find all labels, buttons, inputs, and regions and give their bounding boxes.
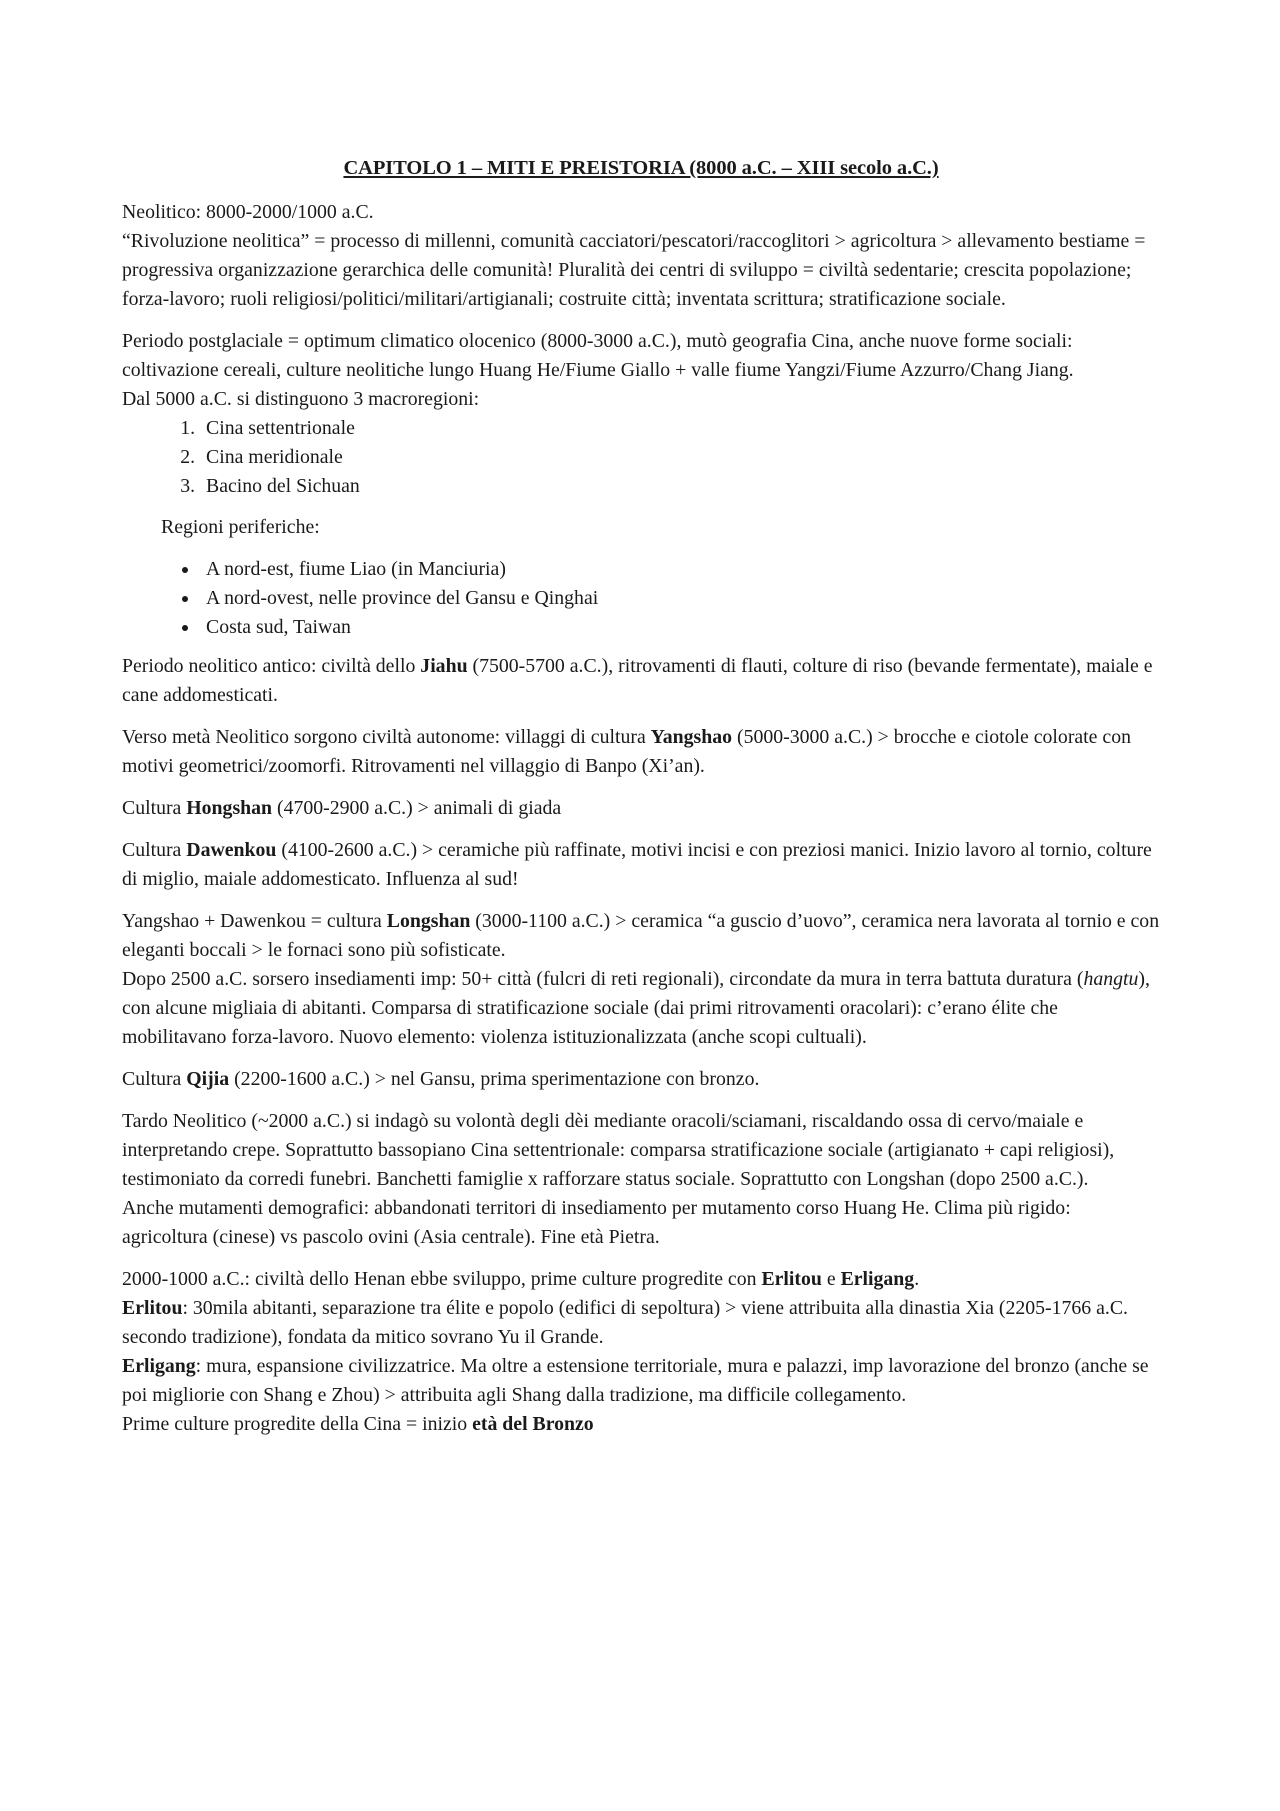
text-segment: Cultura — [122, 1068, 187, 1090]
text-segment: : 30mila abitanti, separazione tra élite e popolo (edifici di sepoltura) > viene attribuita alla dinastia Xia (2205-1766 a.C. secondo tradizione), fondata da mitico sovrano Yu il Grande. — [122, 1297, 1128, 1348]
text-segment: (7500-5700 a.C.), ritrovamenti di flauti, colture di riso (bevande fermentate), maiale e cane addomesticati. — [122, 655, 1153, 706]
paragraph-hongshan — [122, 794, 1160, 823]
text-neolitico-dates: Neolitico: 8000-2000/1000 a.C. — [122, 201, 374, 223]
list-item: • Costa sud, Taiwan — [200, 613, 1160, 642]
text-postglaciale: Periodo postglaciale = optimum climatico olocenico (8000-3000 a.C.), mutò geografia Cina, anche nuove forme sociali: coltivazione cereali, culture neolitiche lungo Huang He/Fiume Giallo + valle fiume Yangzi/Fiume Azzurro/Chang Jiang. — [122, 330, 1074, 381]
text-segment: Dopo 2500 a.C. sorsero insediamenti imp: 50+ città (fulcri di reti regionali), circondate da mura in terra battuta duratura ( — [122, 968, 1084, 990]
list-item: 1. Cina settentrionale — [200, 414, 1160, 443]
paragraph-eta-bronzo — [122, 1265, 1160, 1439]
periphery-list — [122, 555, 1160, 642]
paragraph-jiahu — [122, 652, 1160, 710]
macroregions-list — [122, 414, 1160, 501]
text-macroregioni-intro: Dal 5000 a.C. si distinguono 3 macroregioni: — [122, 388, 480, 410]
list-item: • A nord-est, fiume Liao (in Manciuria) — [200, 555, 1160, 584]
term-longshan: Longshan — [386, 910, 471, 932]
paragraph-dawenkou — [122, 836, 1160, 894]
list-item: • A nord-ovest, nelle province del Gansu e Qinghai — [200, 584, 1160, 613]
text-segment: Verso metà Neolitico sorgono civiltà autonome: villaggi di cultura — [122, 726, 651, 748]
text-segment: e — [821, 1268, 841, 1290]
text-segment: Cultura — [122, 839, 187, 861]
paragraph-yangshao — [122, 723, 1160, 781]
text-segment: (4100-2600 a.C.) > ceramiche più raffinate, motivi incisi e con preziosi manici. Inizio lavoro al tornio, colture di miglio, maiale addomesticato. Influenza al sud! — [122, 839, 1152, 890]
paragraph-neolitico — [122, 198, 1160, 314]
paragraph-longshan — [122, 907, 1160, 1052]
periphery-heading: Regioni periferiche: — [161, 516, 320, 538]
term-hangtu: hangtu — [1083, 968, 1139, 990]
list-item: 2. Cina meridionale — [200, 443, 1160, 472]
chapter-title: CAPITOLO 1 – MITI E PREISTORIA (8000 a.C. – XIII secolo a.C.) — [343, 157, 939, 179]
text-segment: (2200-1600 a.C.) > nel Gansu, prima sperimentazione con bronzo. — [229, 1068, 760, 1090]
text-segment: (3000-1100 a.C.) > ceramica “a guscio d’uovo”, ceramica nera lavorata al tornio e con eleganti boccali > le fornaci sono più sofisticate. — [122, 910, 1160, 961]
term-erligang: Erligang — [122, 1355, 196, 1377]
text-segment: Cultura — [122, 797, 187, 819]
term-jiahu: Jiahu — [420, 655, 468, 677]
text-segment: . — [914, 1268, 920, 1290]
term-hongshan: Hongshan — [186, 797, 273, 819]
term-erlitou: Erlitou — [122, 1297, 183, 1319]
paragraph-postglaciale — [122, 327, 1160, 414]
term-erligang: Erligang — [840, 1268, 915, 1290]
paragraph-tardo-neolitico — [122, 1107, 1160, 1252]
text-segment: ), con alcune migliaia di abitanti. Comparsa di stratificazione sociale (dai primi ritrovamenti oracolari): c’erano élite che mobilitavano forza-lavoro. Nuovo elemento: violenza istituzionalizzata (anche scopi cultuali). — [122, 968, 1150, 1048]
term-erlitou: Erlitou — [761, 1268, 822, 1290]
text-rivoluzione-neolitica: “Rivoluzione neolitica” = processo di millenni, comunità cacciatori/pescatori/raccoglitori > agricoltura > allevamento bestiame = progressiva organizzazione gerarchica delle comunità! Pluralità dei centri di sviluppo = civiltà sedentarie; crescita popolazione; forza-lavoro; ruoli religiosi/politici/militari/artigianali; costruite città; inventata scrittura; stratificazione sociale. — [122, 230, 1146, 310]
text-segment: Yangshao + Dawenkou = cultura — [122, 910, 387, 932]
term-yangshao: Yangshao — [650, 726, 733, 748]
text-segment: Periodo neolitico antico: civiltà dello — [122, 655, 421, 677]
text-segment: : mura, espansione civilizzatrice. Ma oltre a estensione territoriale, mura e palazzi, imp lavorazione del bronzo (anche se poi migliorie con Shang e Zhou) > attribuita agli Shang dalla tradizione, ma difficile collegamento. — [122, 1355, 1149, 1406]
text-segment: 2000-1000 a.C.: civiltà dello Henan ebbe sviluppo, prime culture progredite con — [122, 1268, 762, 1290]
text-segment: (4700-2900 a.C.) > animali di giada — [272, 797, 562, 819]
term-eta-del-bronzo: età del Bronzo — [472, 1413, 594, 1435]
text-segment: Prime culture progredite della Cina = inizio — [122, 1413, 473, 1435]
term-dawenkou: Dawenkou — [186, 839, 277, 861]
term-qijia: Qijia — [186, 1068, 230, 1090]
text-segment: Anche mutamenti demografici: abbandonati territori di insediamento per mutamento corso Huang He. Clima più rigido: agricoltura (cinese) vs pascolo ovini (Asia centrale). Fine età Pietra. — [122, 1197, 1071, 1248]
text-segment: Tardo Neolitico (~2000 a.C.) si indagò su volontà degli dèi mediante oracoli/sciamani, riscaldando ossa di cervo/maiale e interpretando crepe. Soprattutto bassopiano Cina settentrionale: comparsa stratificazione sociale (artigianato + capi religiosi), testimoniato da corredi funebri. Banchetti famiglie x rafforzare status sociale. Soprattutto con Longshan (dopo 2500 a.C.). — [122, 1110, 1115, 1190]
list-item: 3. Bacino del Sichuan — [200, 472, 1160, 501]
text-segment: (5000-3000 a.C.) > brocche e ciotole colorate con motivi geometrici/zoomorfi. Ritrovamenti nel villaggio di Banpo (Xi’an). — [122, 726, 1131, 777]
paragraph-qijia — [122, 1065, 1160, 1094]
